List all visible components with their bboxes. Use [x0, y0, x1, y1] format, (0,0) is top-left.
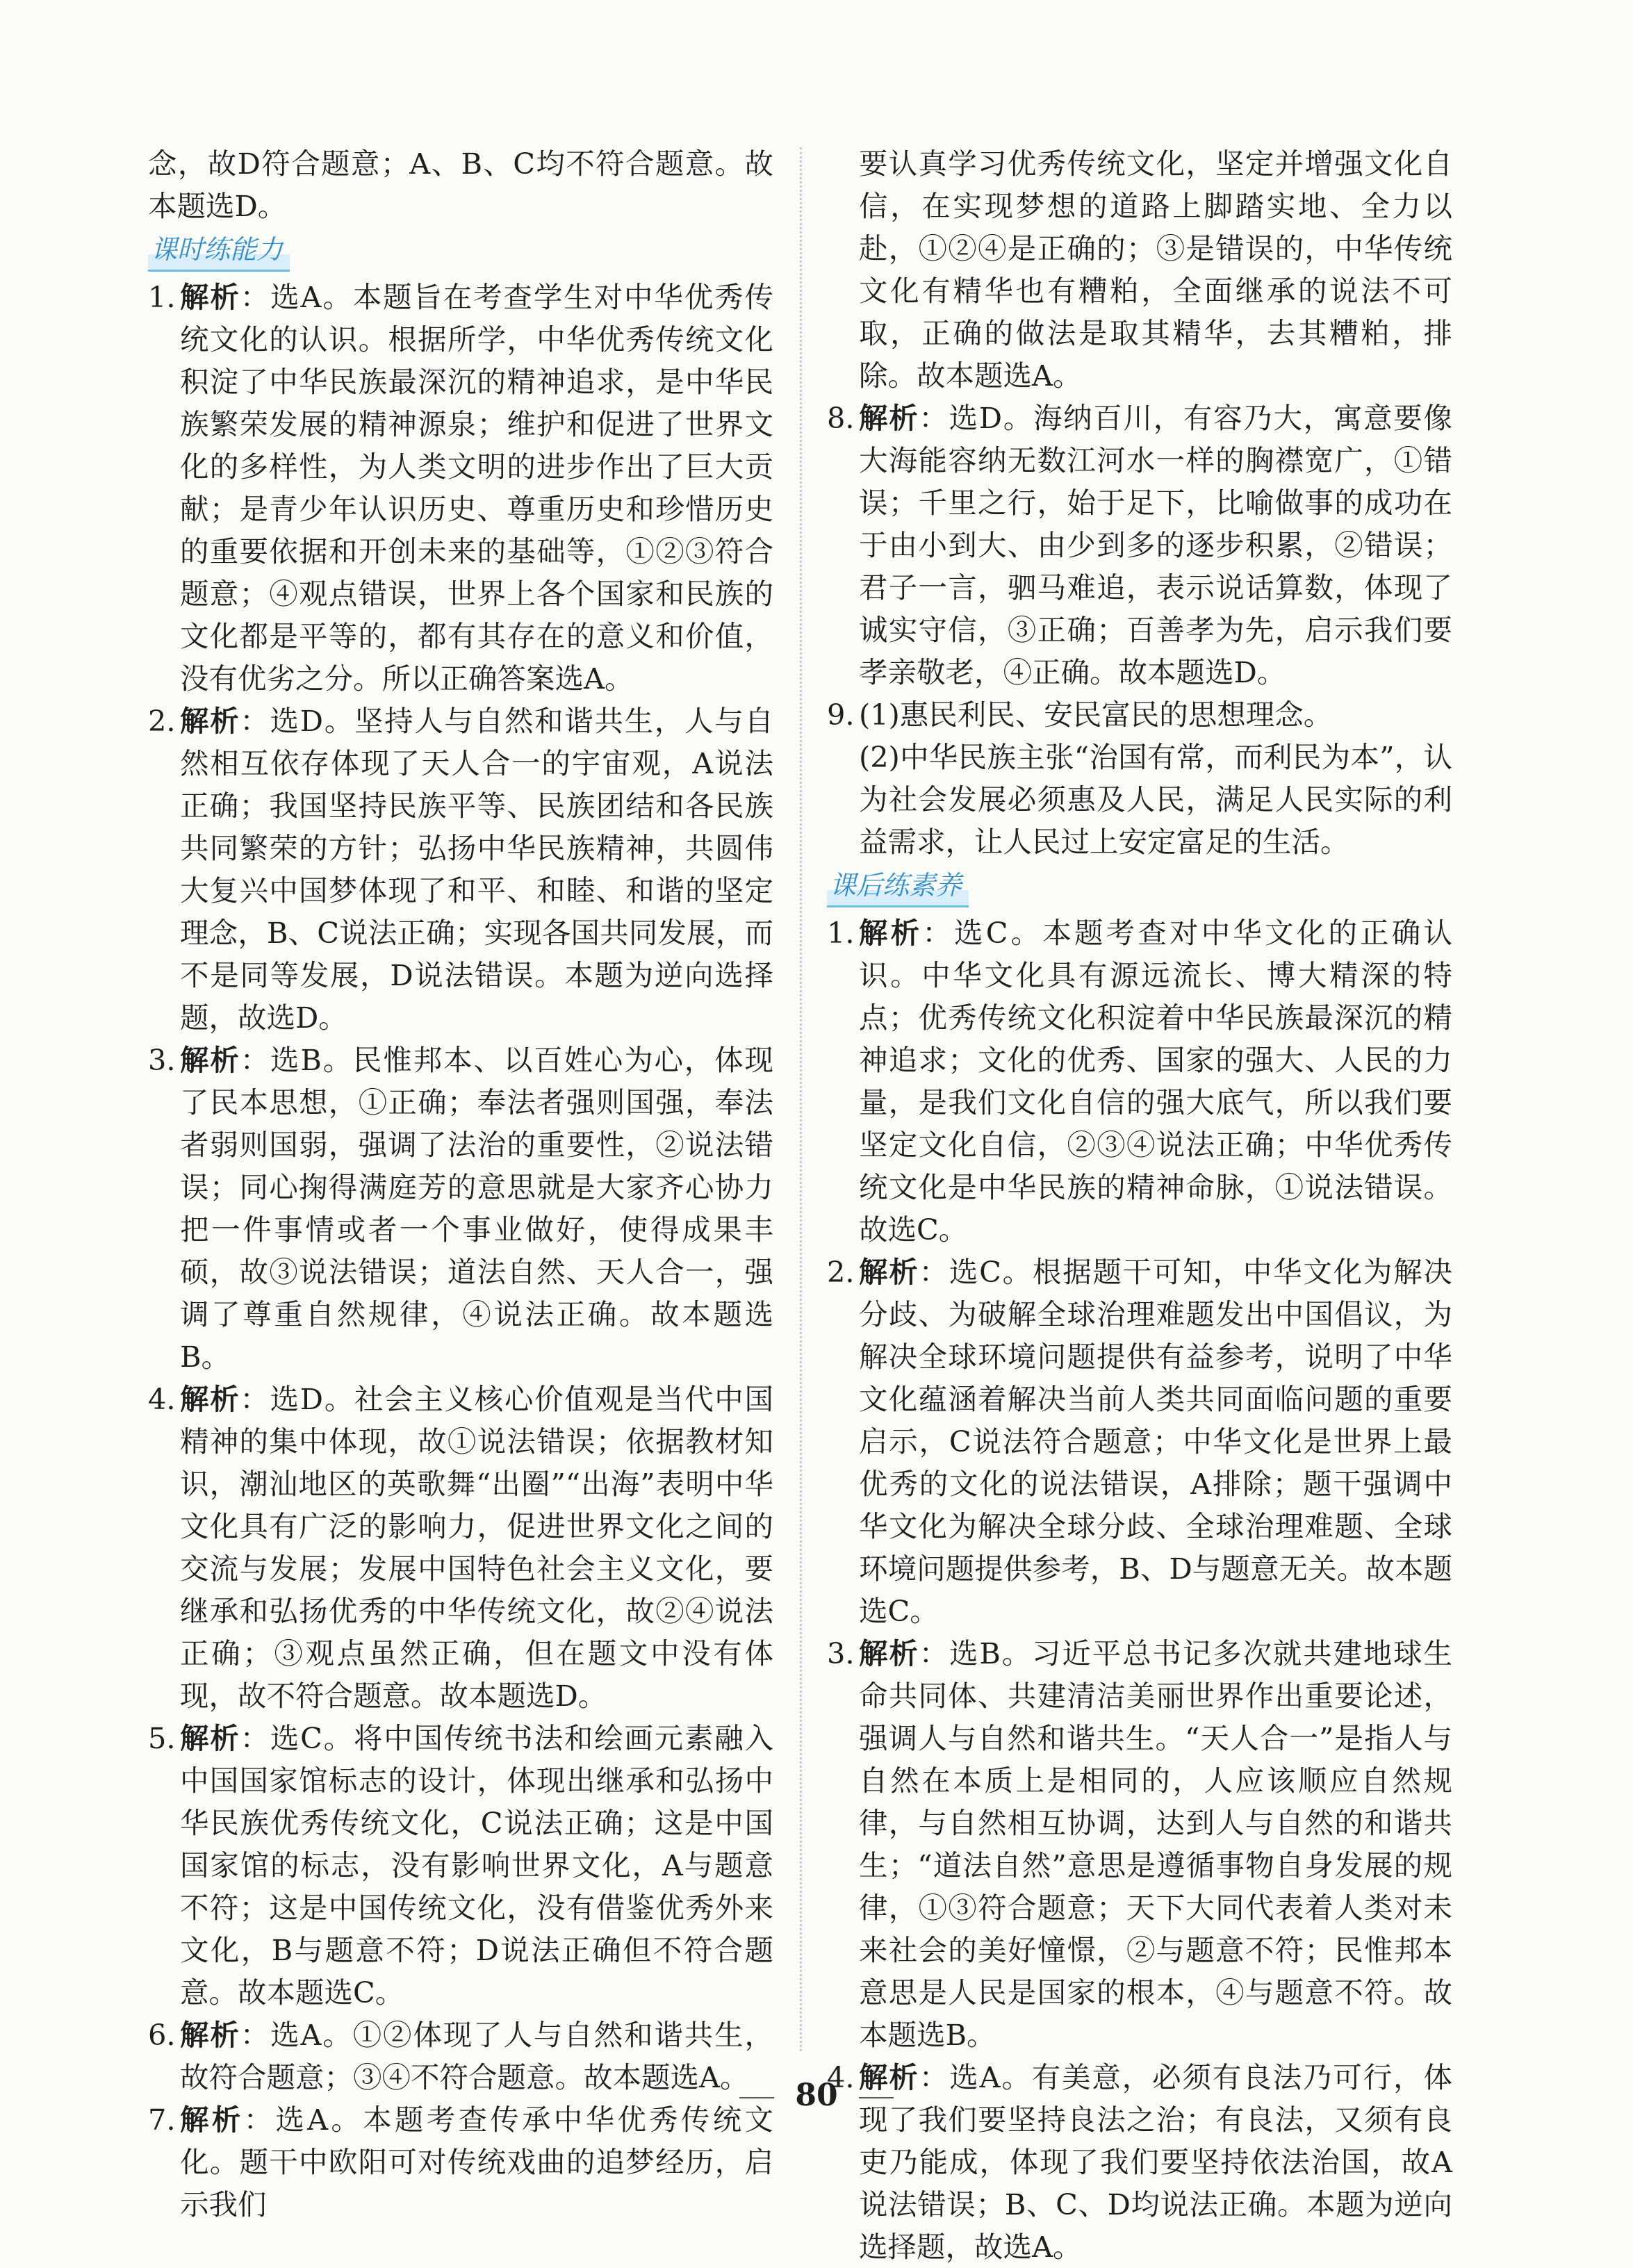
analysis-label: 解析 — [180, 1043, 240, 1077]
item-number: 1. — [148, 280, 176, 314]
analysis-label: 解析 — [859, 1255, 919, 1289]
analysis-label: 解析 — [859, 916, 923, 950]
analysis-label: 解析 — [859, 1636, 919, 1670]
analysis-text: ：选D。社会主义核心价值观是当代中国精神的集中体现，故①说法错误；依据教材知识，潮汕地区的英歌舞“出圈”“出海”表明中华文化具有广泛的影响力，促进世界文化之间的交流与发展；发展中国特色社会主义文化，要继承和弘扬优秀的中华传统文化，故②④说法正确；③观点虽然正确，但在题文中没有体现，故不符合题意。故本题选D。 — [180, 1382, 773, 1713]
dash-left — [739, 2097, 774, 2098]
analysis-text: ：选D。海纳百川，有容乃大，寓意要像大海能容纳无数江河水一样的胸襟宽广，①错误；千里之行，始于足下，比喻做事的成功在于由小到大、由少到多的逐步积累，②错误；君子一言，驷马难追，表示说话算数，体现了诚实守信，③正确；百善孝为先，启示我们要孝亲敬老，④正确。故本题选D。 — [859, 401, 1452, 689]
item-number: 8. — [827, 401, 855, 435]
analysis-label: 解析 — [180, 1382, 240, 1416]
item-number: 4. — [827, 2060, 855, 2094]
answer-item — [148, 1378, 773, 1717]
item-number: 6. — [148, 2018, 176, 2052]
answer-item — [827, 1251, 1452, 1632]
analysis-text: ：选B。习近平总书记多次就共建地球生命共同体、共建清洁美丽世界作出重要论述，强调人与自然和谐共生。“天人合一”是指人与自然在本质上是相同的，人应该顺应自然规律，与自然相互协调，达到人与自然的和谐共生；“道法自然”意思是遵循事物自身发展的规律，①③符合题意；天下大同代表着人类对未来社会的美好憧憬，②与题意不符；民惟邦本意思是人民是国家的根本，④与题意不符。故本题选B。 — [859, 1636, 1452, 2052]
item-number: 9. — [827, 698, 855, 732]
analysis-text: ：选C。本题考查对中华文化的正确认识。中华文化具有源远流长、博大精深的特点；优秀传统文化积淀着中华民族最深沉的精神追求；文化的优秀、国家的强大、人民的力量，是我们文化自信的强大底气，所以我们要坚定文化自信，②③④说法正确；中华优秀传统文化是中华民族的精神命脉，①说法错误。故选C。 — [859, 916, 1452, 1247]
analysis-label: 解析 — [180, 704, 240, 738]
answer-item-9 — [827, 693, 1452, 736]
analysis-text: ：选D。坚持人与自然和谐共生，人与自然相互依存体现了天人合一的宇宙观，A说法正确；我国坚持民族平等、民族团结和各民族共同繁荣的方针；弘扬中华民族精神，共圆伟大复兴中国梦体现了和平、和睦、和谐的坚定理念，B、C说法正确；实现各国共同发展，而不是同等发展，D说法错误。本题为逆向选择题，故选D。 — [180, 704, 773, 1035]
right-column — [827, 142, 1452, 2268]
answer-item — [148, 700, 773, 1039]
right-intro-paragraph: 要认真学习优秀传统文化，坚定并增强文化自信，在实现梦想的道路上脚踏实地、全力以赴，①②④是正确的；③是错误的，中华传统文化有精华也有糟粕，全面继承的说法不可取，正确的做法是取其精华，去其糟粕，排除。故本题选A。 — [859, 147, 1452, 393]
answer-item — [827, 397, 1452, 693]
item-number: 1. — [827, 916, 855, 950]
item-number: 4. — [148, 1382, 176, 1416]
page-number — [0, 2078, 1633, 2113]
left-column — [148, 142, 773, 2226]
analysis-text: ：选A。本题旨在考查学生对中华优秀传统文化的认识。根据所学，中华优秀传统文化积淀了中华民族最深沉的精神追求，是中华民族繁荣发展的精神源泉；维护和促进了世界文化的多样性，为人类文明的进步作出了巨大贡献；是青少年认识历史、尊重历史和珍惜历史的重要依据和开创未来的基础等，①②③符合题意；④观点错误，世界上各个国家和民族的文化都是平等的，都有其存在的意义和价值，没有优劣之分。所以正确答案选A。 — [180, 280, 773, 696]
page-number-text: 80 — [795, 2078, 838, 2113]
item-number: 7. — [148, 2103, 176, 2137]
analysis-text: ：选A。①②体现了人与自然和谐共生，故符合题意；③④不符合题意。故本题选A。 — [180, 2018, 773, 2094]
item-number: 2. — [148, 704, 176, 738]
analysis-label: 解析 — [180, 2103, 244, 2137]
analysis-text: ：选C。根据题干可知，中华文化为解决分歧、为破解全球治理难题发出中国倡议，为解决全球环境问题提供有益参考，说明了中华文化蕴涵着解决当前人类共同面临问题的重要启示，C说法符合题意；中华文化是世界上最优秀的文化的说法错误，A排除；题干强调中华文化为解决全球分歧、全球治理难题、全球环境问题提供参考，B、D与题意无关。故本题选C。 — [859, 1255, 1452, 1628]
answer-item — [148, 1717, 773, 2014]
answer-item — [827, 912, 1452, 1251]
analysis-label: 解析 — [859, 401, 919, 435]
analysis-label: 解析 — [180, 280, 240, 314]
column-divider — [800, 147, 802, 2051]
left-intro-paragraph: 念，故D符合题意；A、B、C均不符合题意。故本题选D。 — [148, 147, 773, 223]
item-number: 2. — [827, 1255, 855, 1289]
analysis-label: 解析 — [859, 2060, 919, 2094]
item-number: 3. — [827, 1636, 855, 1670]
item-number: 3. — [148, 1043, 176, 1077]
dash-right — [859, 2097, 894, 2098]
answer-item — [148, 1039, 773, 1378]
analysis-text: ：选C。将中国传统书法和绘画元素融入中国国家馆标志的设计，体现出继承和弘扬中华民族优秀传统文化，C说法正确；这是中国国家馆的标志，没有影响世界文化，A与题意不符；这是中国传统文化，没有借鉴优秀外来文化，B与题意不符；D说法正确但不符合题意。故本题选C。 — [180, 1721, 773, 2010]
section-title-kehou: 课后练素养 — [827, 865, 969, 907]
item-number: 5. — [148, 1721, 176, 1755]
item9-line1: (1)惠民利民、安民富民的思想理念。 — [859, 698, 1333, 732]
analysis-text: ：选A。有美意，必须有良法乃可行，体现了我们要坚持良法之治；有良法，又须有良吏乃能成，体现了我们要坚持依法治国，故A说法错误；B、C、D均说法正确。本题为逆向选择题，故选A。 — [859, 2060, 1452, 2264]
answer-item — [148, 276, 773, 700]
item9-line2: (2)中华民族主张“治国有常，而利民为本”，认为社会发展必须惠及人民，满足人民实际的利益需求，让人民过上安定富足的生活。 — [859, 740, 1452, 859]
section-title-keshi: 课时练能力 — [148, 229, 290, 272]
answer-item — [827, 1632, 1452, 2056]
analysis-label: 解析 — [180, 2018, 240, 2052]
analysis-text: ：选A。本题考查传承中华优秀传统文化。题干中欧阳可对传统戏曲的追梦经历，启示我们 — [180, 2103, 773, 2221]
analysis-text: ：选B。民惟邦本、以百姓心为心，体现了民本思想，①正确；奉法者强则国强，奉法者弱则国弱，强调了法治的重要性，②说法错误；同心掬得满庭芳的意思就是大家齐心协力把一件事情或者一个事业做好，使得成果丰硕，故③说法错误；道法自然、天人合一，强调了尊重自然规律，④说法正确。故本题选B。 — [180, 1043, 773, 1374]
analysis-label: 解析 — [180, 1721, 240, 1755]
answer-item — [148, 2098, 773, 2226]
